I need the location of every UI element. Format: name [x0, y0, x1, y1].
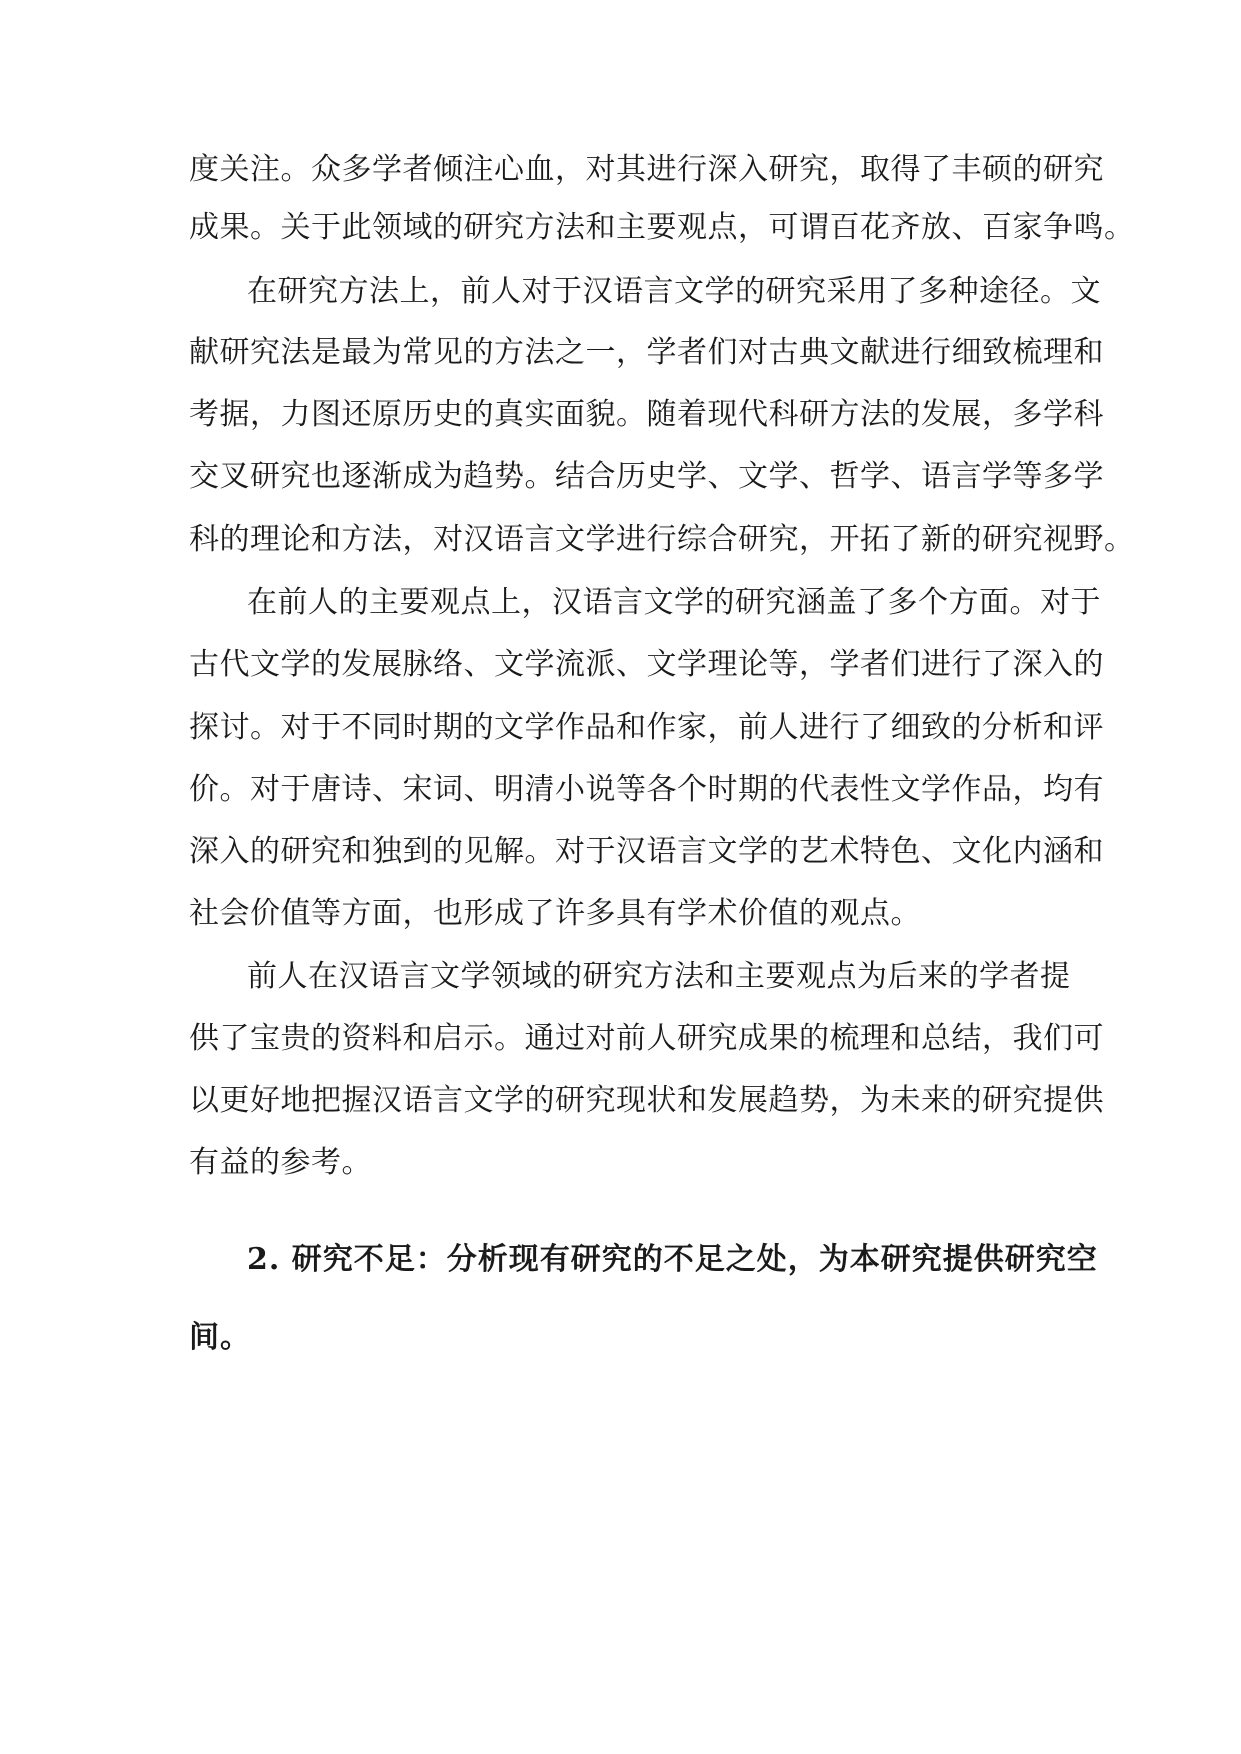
paragraph-4-line-3: 以更好地把握汉语言文学的研究现状和发展趋势，为未来的研究提供	[189, 1083, 1104, 1118]
paragraph-3-line-3: 探讨。对于不同时期的文学作品和作家，前人进行了细致的分析和评	[189, 710, 1104, 745]
section-heading-line-1: 2. 研究不足：分析现有研究的不足之处，为本研究提供研究空	[247, 1242, 1098, 1277]
paragraph-2-line-2: 献研究法是最为常见的方法之一，学者们对古典文献进行细致梳理和	[189, 335, 1104, 370]
paragraph-3-line-2: 古代文学的发展脉络、文学流派、文学理论等，学者们进行了深入的	[189, 647, 1104, 682]
paragraph-3-line-5: 深入的研究和独到的见解。对于汉语言文学的艺术特色、文化内涵和	[189, 834, 1104, 869]
paragraph-4-line-2: 供了宝贵的资料和启示。通过对前人研究成果的梳理和总结，我们可	[189, 1021, 1104, 1056]
paragraph-3-line-1: 在前人的主要观点上，汉语言文学的研究涵盖了多个方面。对于	[247, 585, 1101, 620]
paragraph-2-line-3: 考据，力图还原历史的真实面貌。随着现代科研方法的发展，多学科	[189, 397, 1104, 432]
paragraph-1-line-1: 度关注。众多学者倾注心血，对其进行深入研究，取得了丰硕的研究	[189, 152, 1104, 187]
paragraph-4-line-4: 有益的参考。	[189, 1145, 372, 1180]
paragraph-3-line-4: 价。对于唐诗、宋词、明清小说等各个时期的代表性文学作品，均有	[189, 772, 1104, 807]
paragraph-2-line-5: 科的理论和方法，对汉语言文学进行综合研究，开拓了新的研究视野。	[189, 522, 1135, 557]
paragraph-4-line-1: 前人在汉语言文学领域的研究方法和主要观点为后来的学者提	[247, 959, 1071, 994]
paragraph-2-line-1: 在研究方法上，前人对于汉语言文学的研究采用了多种途径。文	[247, 274, 1101, 309]
paragraph-3-line-6: 社会价值等方面，也形成了许多具有学术价值的观点。	[189, 896, 921, 931]
paragraph-1-line-2: 成果。关于此领域的研究方法和主要观点，可谓百花齐放、百家争鸣。	[189, 210, 1135, 245]
paragraph-2-line-4: 交叉研究也逐渐成为趋势。结合历史学、文学、哲学、语言学等多学	[189, 459, 1104, 494]
section-heading-line-2: 间。	[189, 1320, 251, 1355]
